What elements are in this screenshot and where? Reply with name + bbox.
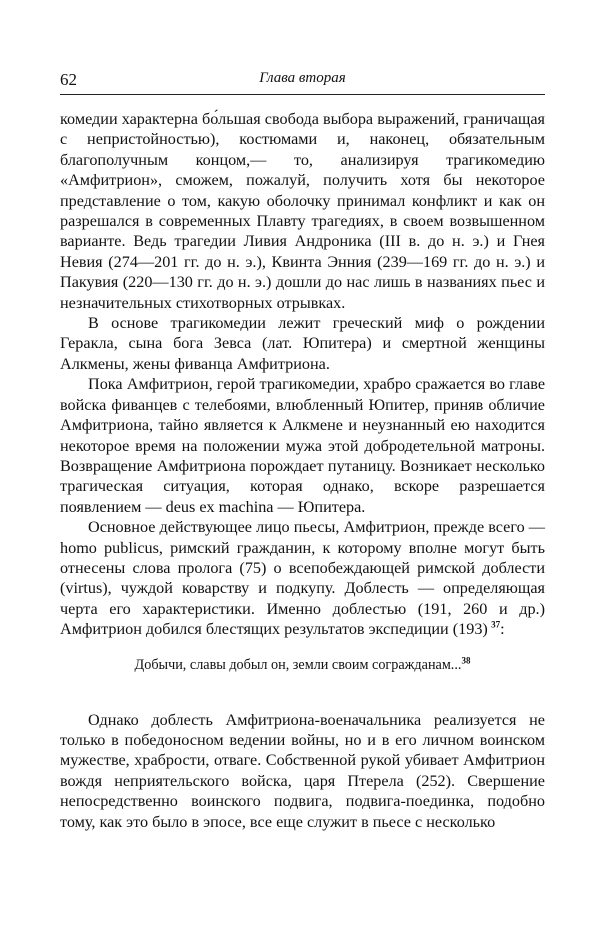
body-text: [60, 109, 545, 832]
paragraph-hero-text: Основное действующее лицо пьесы, Амфитрион, прежде всего — homo publicus, римский гражданин, к которому вполне могут быть отнесены слова пролога (75) о всепобеждающей римской доблести (virtus), чуждой коварству и подкупу. Доблесть — определяющая черта его характеристики. Именно доблестью (191, 260 и др.) Амфитрион добился блестящих результатов экспедиции (193): [60, 518, 545, 639]
page-header: [60, 70, 545, 95]
running-title: Глава вторая: [259, 70, 346, 86]
paragraph-myth: В основе трагикомедии лежит греческий миф о рождении Геракла, сына бога Зевса (лат. Юпитера) и смертной женщины Алкмены, жены фиванца Амфитриона.: [60, 314, 545, 373]
paragraph-hero: [60, 517, 545, 639]
footnote-marker-38: 38: [461, 654, 471, 665]
paragraph-continuation: комедии характерна бо́льшая свобода выбора выражений, граничащая с непристойностью), костюмами и, наконец, обязательным благополучным концом,— то, анализируя трагикомедию «Амфитрион», сможем, пожалуй, получить хотя бы некоторое представление о том, какую оболочку принимал конфликт и как он разрешался в современных Плавту трагедиях, в своем возвышенном варианте. Ведь трагедии Ливия Андроника (III в. до н. э.) и Гнея Невия (274—201 гг. до н. э.), Квинта Энния (239—169 гг. до н. э.) и Пакувия (220—130 гг. до н. э.) дошли до нас лишь в названиях пьес и незначительных стихотворных отрывках.: [60, 110, 545, 312]
paragraph-valor: Однако доблесть Амфитриона-военачальника реализуется не только в победоносном ведении войны, но и в его личном воинском мужестве, храбрости, отваге. Собственной рукой убивает Амфитрион вождя неприятельского войска, царя Птерела (252). Свершение непосредственно воинского подвига, подвига-поединка, подобно тому, как это было в эпосе, все еще служит в пьесе с несколько: [60, 710, 545, 831]
footnote-marker-37: 37: [491, 619, 501, 630]
page-number: 62: [60, 70, 77, 89]
quote-text: Добычи, славы добыл он, земли своим согражданам...: [134, 656, 462, 673]
book-page: [60, 70, 545, 832]
paragraph-plot: Пока Амфитрион, герой трагикомедии, храбро сражается во главе войска фиванцев с телебоями, влюбленный Юпитер, приняв обличие Амфитриона, тайно является к Алкмене и неузнанный ею находится некоторое время на положении мужа этой добродетельной матроны. Возвращение Амфитриона порождает путаницу. Возникает несколько трагическая ситуация, которая однако, вскоре разрешается появлением — deus ex machina — Юпитера.: [60, 375, 545, 516]
verse-quote: [60, 656, 545, 674]
paragraph-hero-end: :: [500, 620, 505, 639]
